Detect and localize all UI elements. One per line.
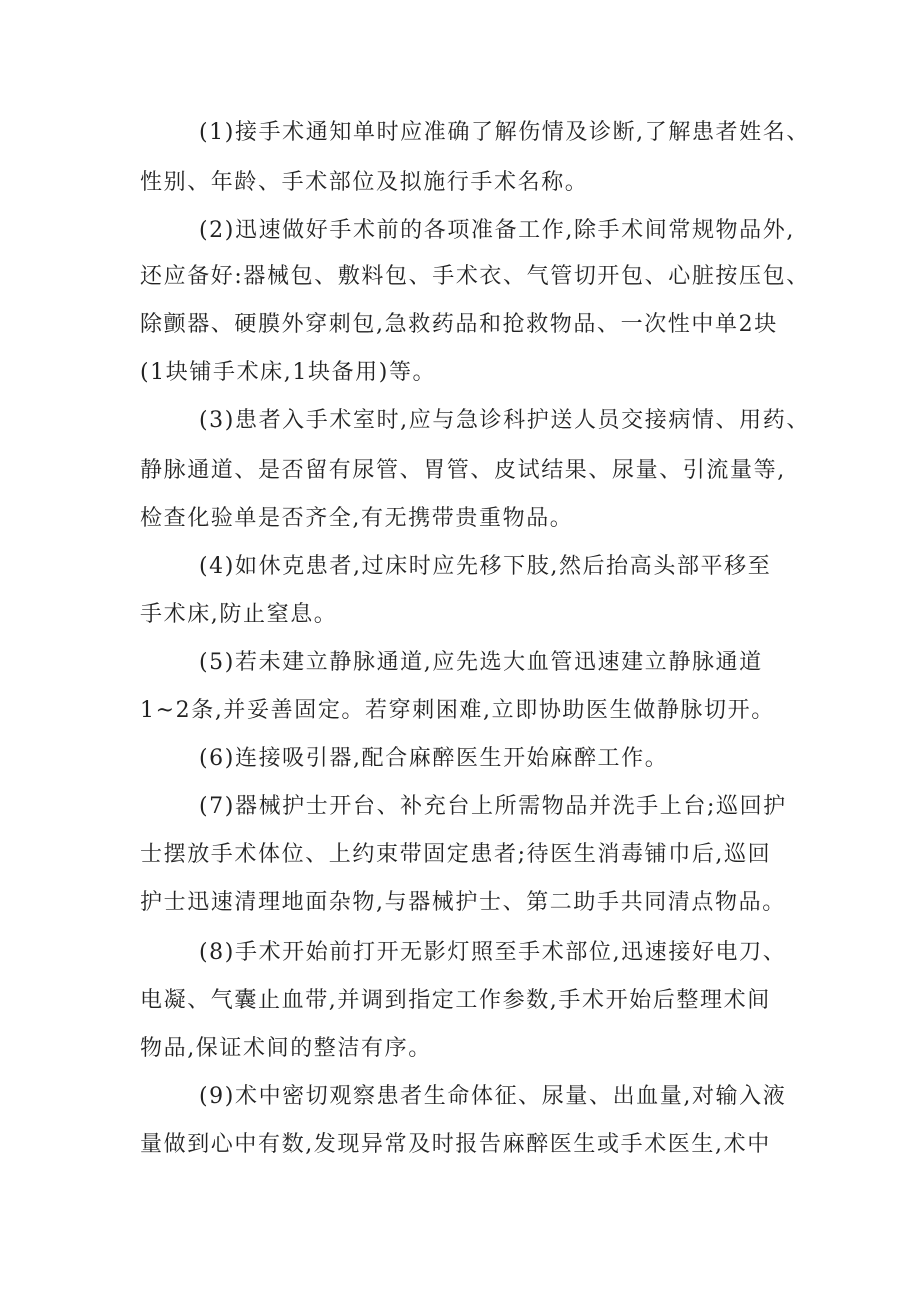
paragraph-4-line-1: (4)如休克患者,过床时应先移下肢,然后抬高头部平移至 [199, 554, 772, 579]
paragraph-7-line-2: 士摆放手术体位、上约束带固定患者;待医生消毒铺巾后,巡回 [140, 842, 772, 867]
paragraph-7-line-1: (7)器械护士开台、补充台上所需物品并洗手上台;巡回护 [199, 794, 787, 819]
paragraph-2-line-1: (2)迅速做好手术前的各项准备工作,除手术间常规物品外, [199, 218, 795, 243]
paragraph-3-line-1: (3)患者入手术室时,应与急诊科护送人员交接病情、用药、 [199, 408, 810, 433]
paragraph-9-line-1: (9)术中密切观察患者生命体征、尿量、出血量,对输入液 [199, 1084, 787, 1109]
paragraph-8-line-1: (8)手术开始前打开无影灯照至手术部位,迅速接好电刀、 [199, 940, 787, 965]
paragraph-1-line-1: (1)接手术通知单时应准确了解伤情及诊断,了解患者姓名、 [199, 120, 810, 145]
paragraph-8-line-2: 电凝、气囊止血带,并调到指定工作参数,手术开始后整理术间 [140, 988, 771, 1013]
paragraph-5-line-1: (5)若未建立静脉通道,应先选大血管迅速建立静脉通道 [199, 650, 763, 675]
paragraph-8-line-3: 物品,保证术间的整洁有序。 [140, 1036, 432, 1061]
paragraph-2-line-2: 还应备好:器械包、敷料包、手术衣、气管切开包、心脏按压包、 [140, 264, 810, 289]
paragraph-4-line-2: 手术床,防止窒息。 [140, 602, 338, 627]
paragraph-9-line-2: 量做到心中有数,发现异常及时报告麻醉医生或手术医生,术中 [140, 1132, 771, 1157]
paragraph-3-line-2: 静脉通道、是否留有尿管、胃管、皮试结果、尿量、引流量等, [140, 458, 786, 483]
paragraph-6-line-1: (6)连接吸引器,配合麻醉医生开始麻醉工作。 [199, 746, 669, 771]
paragraph-3-line-3: 检查化验单是否齐全,有无携带贵重物品。 [140, 506, 574, 531]
paragraph-7-line-3: 护士迅速清理地面杂物,与器械护士、第二助手共同清点物品。 [140, 890, 786, 915]
paragraph-5-line-2: 1~2条,并妥善固定。若穿刺困难,立即协助医生做静脉切开。 [140, 698, 775, 723]
paragraph-1-line-2: 性别、年龄、手术部位及拟施行手术名称。 [140, 170, 589, 195]
paragraph-2-line-4: (1块铺手术床,1块备用)等。 [140, 360, 437, 385]
paragraph-2-line-3: 除颤器、硬膜外穿刺包,急救药品和抢救物品、一次性中单2块 [140, 312, 778, 337]
